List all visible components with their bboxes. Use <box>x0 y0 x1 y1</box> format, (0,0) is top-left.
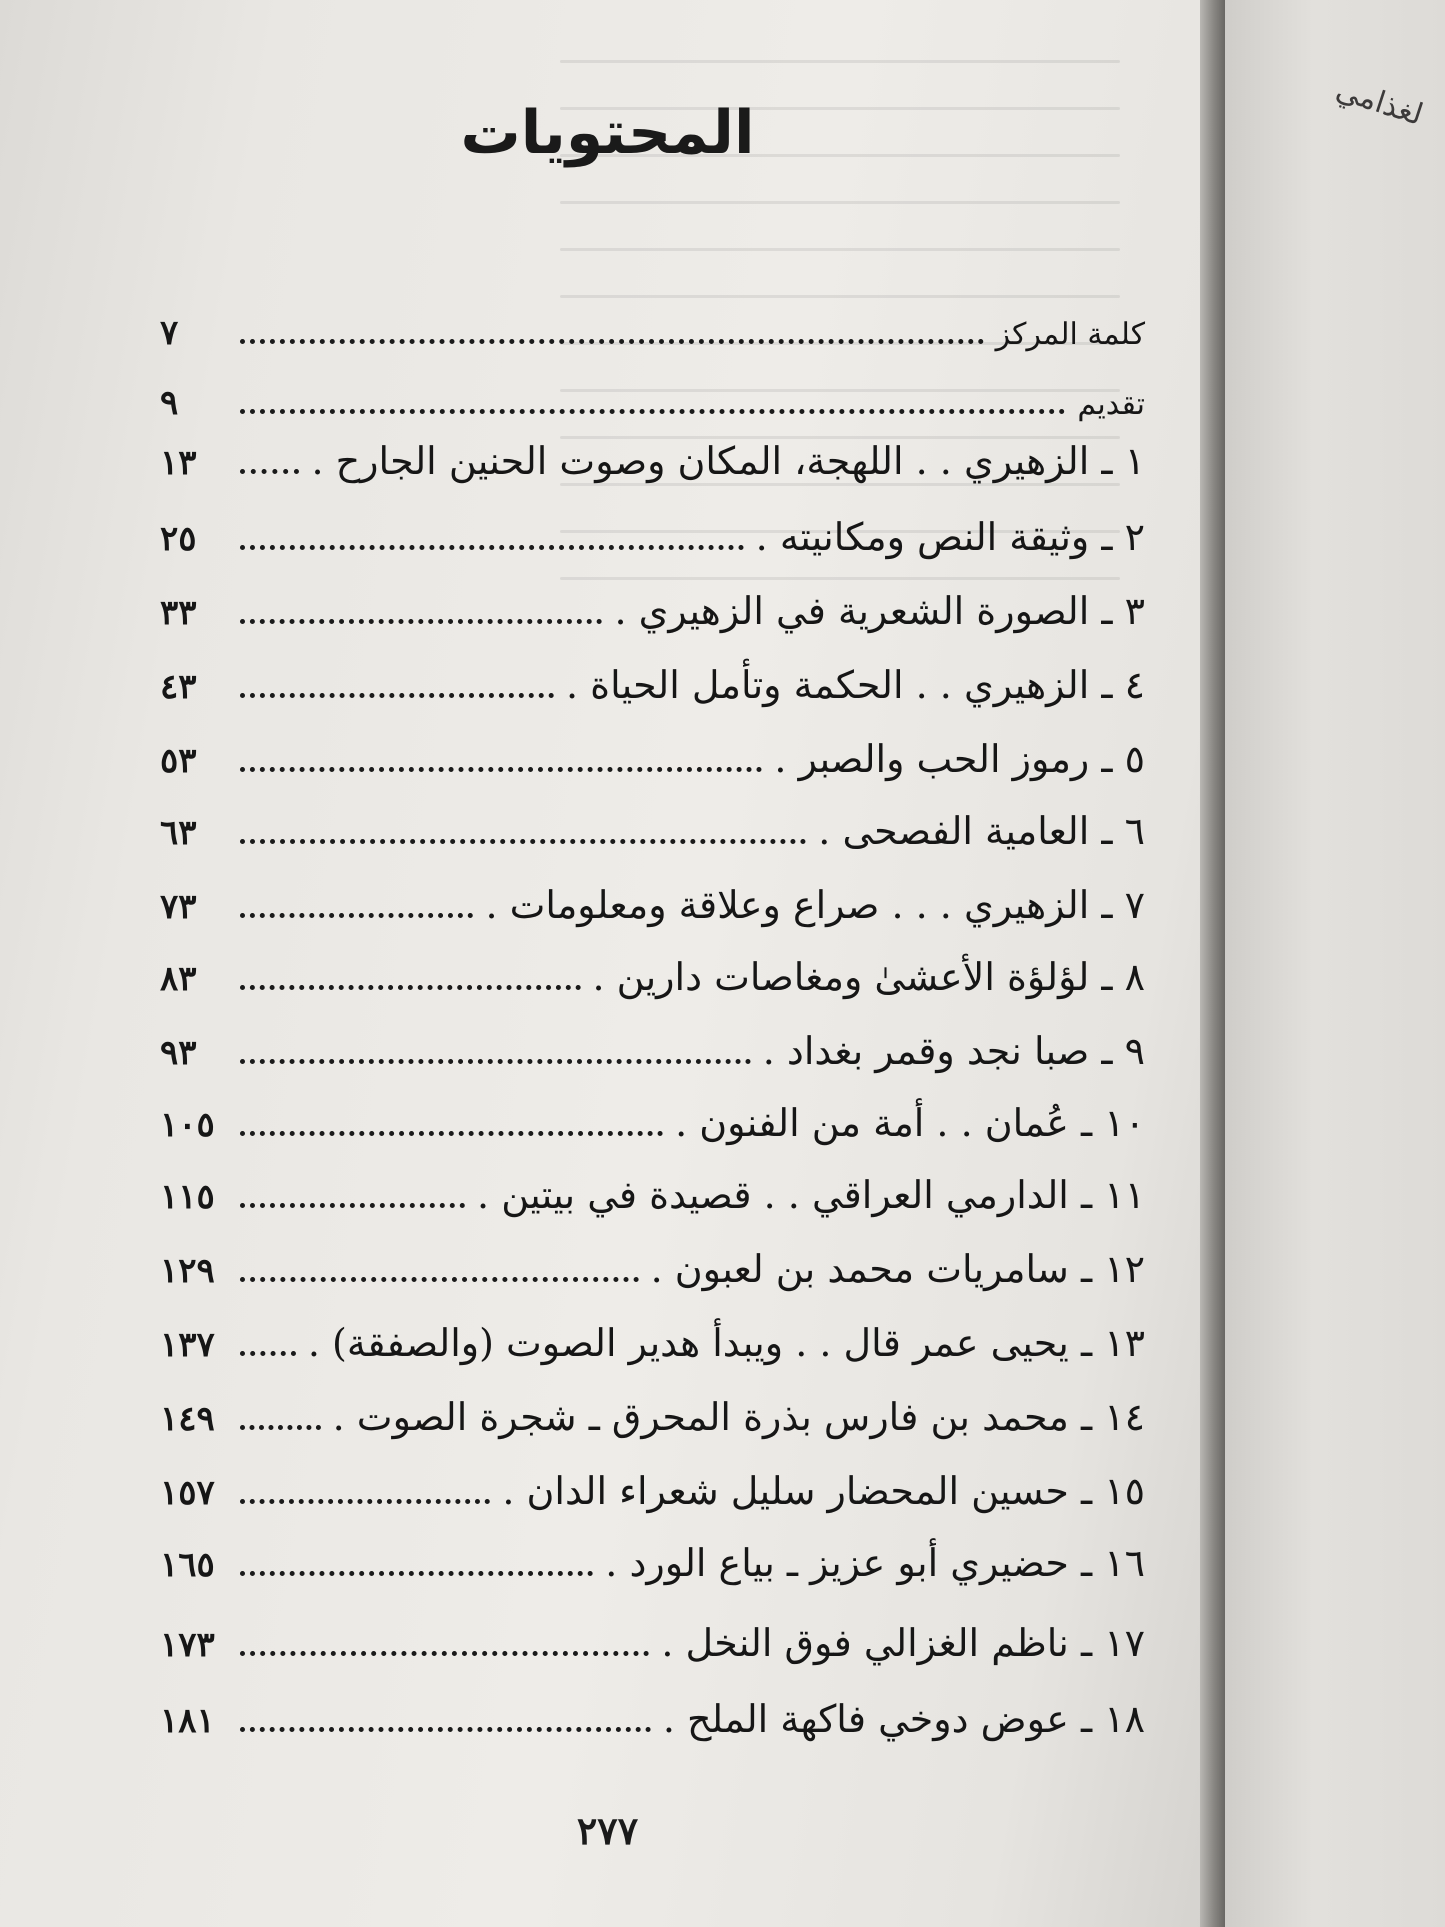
toc-entry-label: ٤ ـ الزهيري . . الحكمة وتأمل الحياة . <box>566 663 1145 707</box>
toc-entry-page: ١١٥ <box>160 1177 215 1217</box>
toc-entry <box>160 496 1145 559</box>
toc-entry <box>160 1302 1145 1365</box>
toc-entry <box>160 1678 1145 1741</box>
dot-leader <box>240 693 554 698</box>
toc-entry-label: ١١ ـ الدارمي العراقي . . قصيدة في بيتين . <box>477 1173 1145 1217</box>
dot-leader <box>240 913 473 918</box>
toc-entry <box>160 864 1145 927</box>
toc-entry-page: ١٠٥ <box>160 1105 215 1145</box>
dot-leader <box>240 1351 296 1356</box>
toc-entry <box>160 1450 1145 1513</box>
dot-leader <box>240 545 744 550</box>
toc-entry-page: ١٦٥ <box>160 1545 215 1585</box>
dot-leader <box>240 1571 593 1576</box>
toc-entry-page: ٤٣ <box>160 667 197 707</box>
page-title: المحتويات <box>460 98 755 168</box>
toc-entry-label: ٢ ـ وثيقة النص ومكانيته . <box>755 515 1145 559</box>
dot-leader <box>240 767 762 772</box>
toc-entry-page: ٥٣ <box>160 741 197 781</box>
toc-entry-label: كلمة المركز <box>995 317 1145 352</box>
dot-leader <box>240 469 299 474</box>
toc-entry-label: ١٧ ـ ناظم الغزالي فوق النخل . <box>661 1621 1145 1665</box>
toc-entry-page: ٧ <box>160 313 179 353</box>
toc-entry-page: ٣٣ <box>160 593 197 633</box>
dot-leader <box>240 1277 639 1282</box>
toc-entry-page: ١٣ <box>160 443 197 483</box>
dot-leader <box>240 1425 321 1430</box>
toc-entry-label: ١٢ ـ سامريات محمد بن لعبون . <box>650 1247 1145 1291</box>
dot-leader <box>240 1651 649 1656</box>
toc-entry-page: ١٧٣ <box>160 1625 215 1665</box>
toc-entry-label: ٧ ـ الزهيري . . . صراع وعلاقة ومعلومات . <box>485 883 1145 927</box>
toc-entry <box>160 718 1145 781</box>
toc-entry <box>160 1154 1145 1217</box>
dot-leader <box>240 1727 651 1732</box>
toc-entry-label: ١٥ ـ حسين المحضار سليل شعراء الدان . <box>502 1469 1145 1513</box>
toc-entry-page: ٢٥ <box>160 519 197 559</box>
toc-entry-label: ٥ ـ رموز الحب والصبر . <box>774 737 1145 781</box>
dot-leader <box>240 1131 663 1136</box>
page-number: ٢٧٧ <box>576 1808 639 1853</box>
toc-entry-page: ١٤٩ <box>160 1399 215 1439</box>
toc-entry-label: تقديم <box>1077 387 1145 422</box>
dot-leader <box>240 1203 465 1208</box>
toc-entry-page: ٧٣ <box>160 887 197 927</box>
toc-entry-page: ٩٣ <box>160 1033 197 1073</box>
toc-entry-label: ٦ ـ العامية الفصحى . <box>818 809 1145 853</box>
toc-entry-page: ١٥٧ <box>160 1473 215 1513</box>
toc-entry-label: ١ ـ الزهيري . . اللهجة، المكان وصوت الحنين الجارح . <box>311 439 1145 483</box>
toc-entry-label: ١٤ ـ محمد بن فارس بذرة المحرق ـ شجرة الصوت . <box>332 1395 1145 1439</box>
dot-leader <box>240 339 984 344</box>
facing-page <box>1225 0 1445 1927</box>
toc-entry-label: ١٣ ـ يحيى عمر قال . . ويبدأ هدير الصوت (والصفقة) . <box>307 1321 1145 1365</box>
toc-entry-label: ١٦ ـ حضيري أبو عزيز ـ بياع الورد . <box>605 1541 1145 1585</box>
toc-entry <box>160 644 1145 707</box>
toc-entry <box>160 360 1145 423</box>
toc-entry <box>160 1522 1145 1585</box>
toc-entry-label: ١٨ ـ عوض دوخي فاكهة الملح . <box>662 1697 1145 1741</box>
toc-entry-page: ٦٣ <box>160 813 197 853</box>
dot-leader <box>240 839 806 844</box>
toc-entry <box>160 1602 1145 1665</box>
toc-entry <box>160 790 1145 853</box>
toc-entry <box>160 1082 1145 1145</box>
toc-entry-label: ١٠ ـ عُمان . . أمة من الفنون . <box>675 1101 1145 1145</box>
toc-entry-page: ١٨١ <box>160 1701 215 1741</box>
toc-entry-page: ٩ <box>160 383 179 423</box>
toc-entry <box>160 290 1145 353</box>
toc-entry <box>160 1010 1145 1073</box>
toc-entry-label: ٩ ـ صبا نجد وقمر بغداد . <box>762 1029 1145 1073</box>
toc-entry <box>160 420 1145 483</box>
toc-entry <box>160 570 1145 633</box>
toc-entry <box>160 936 1145 999</box>
handwritten-note: لغذامي <box>1331 72 1428 133</box>
toc-entry-page: ٨٣ <box>160 959 197 999</box>
dot-leader <box>240 985 581 990</box>
dot-leader <box>240 1499 490 1504</box>
toc-entry-label: ٣ ـ الصورة الشعرية في الزهيري . <box>614 589 1145 633</box>
dot-leader <box>240 409 1065 414</box>
toc-entry-page: ١٢٩ <box>160 1251 215 1291</box>
toc-entry-label: ٨ ـ لؤلؤة الأعشىٰ ومغاصات دارين . <box>592 955 1145 999</box>
dot-leader <box>240 619 602 624</box>
toc-entry-page: ١٣٧ <box>160 1325 215 1365</box>
dot-leader <box>240 1059 751 1064</box>
toc-entry <box>160 1228 1145 1291</box>
toc-entry <box>160 1376 1145 1439</box>
